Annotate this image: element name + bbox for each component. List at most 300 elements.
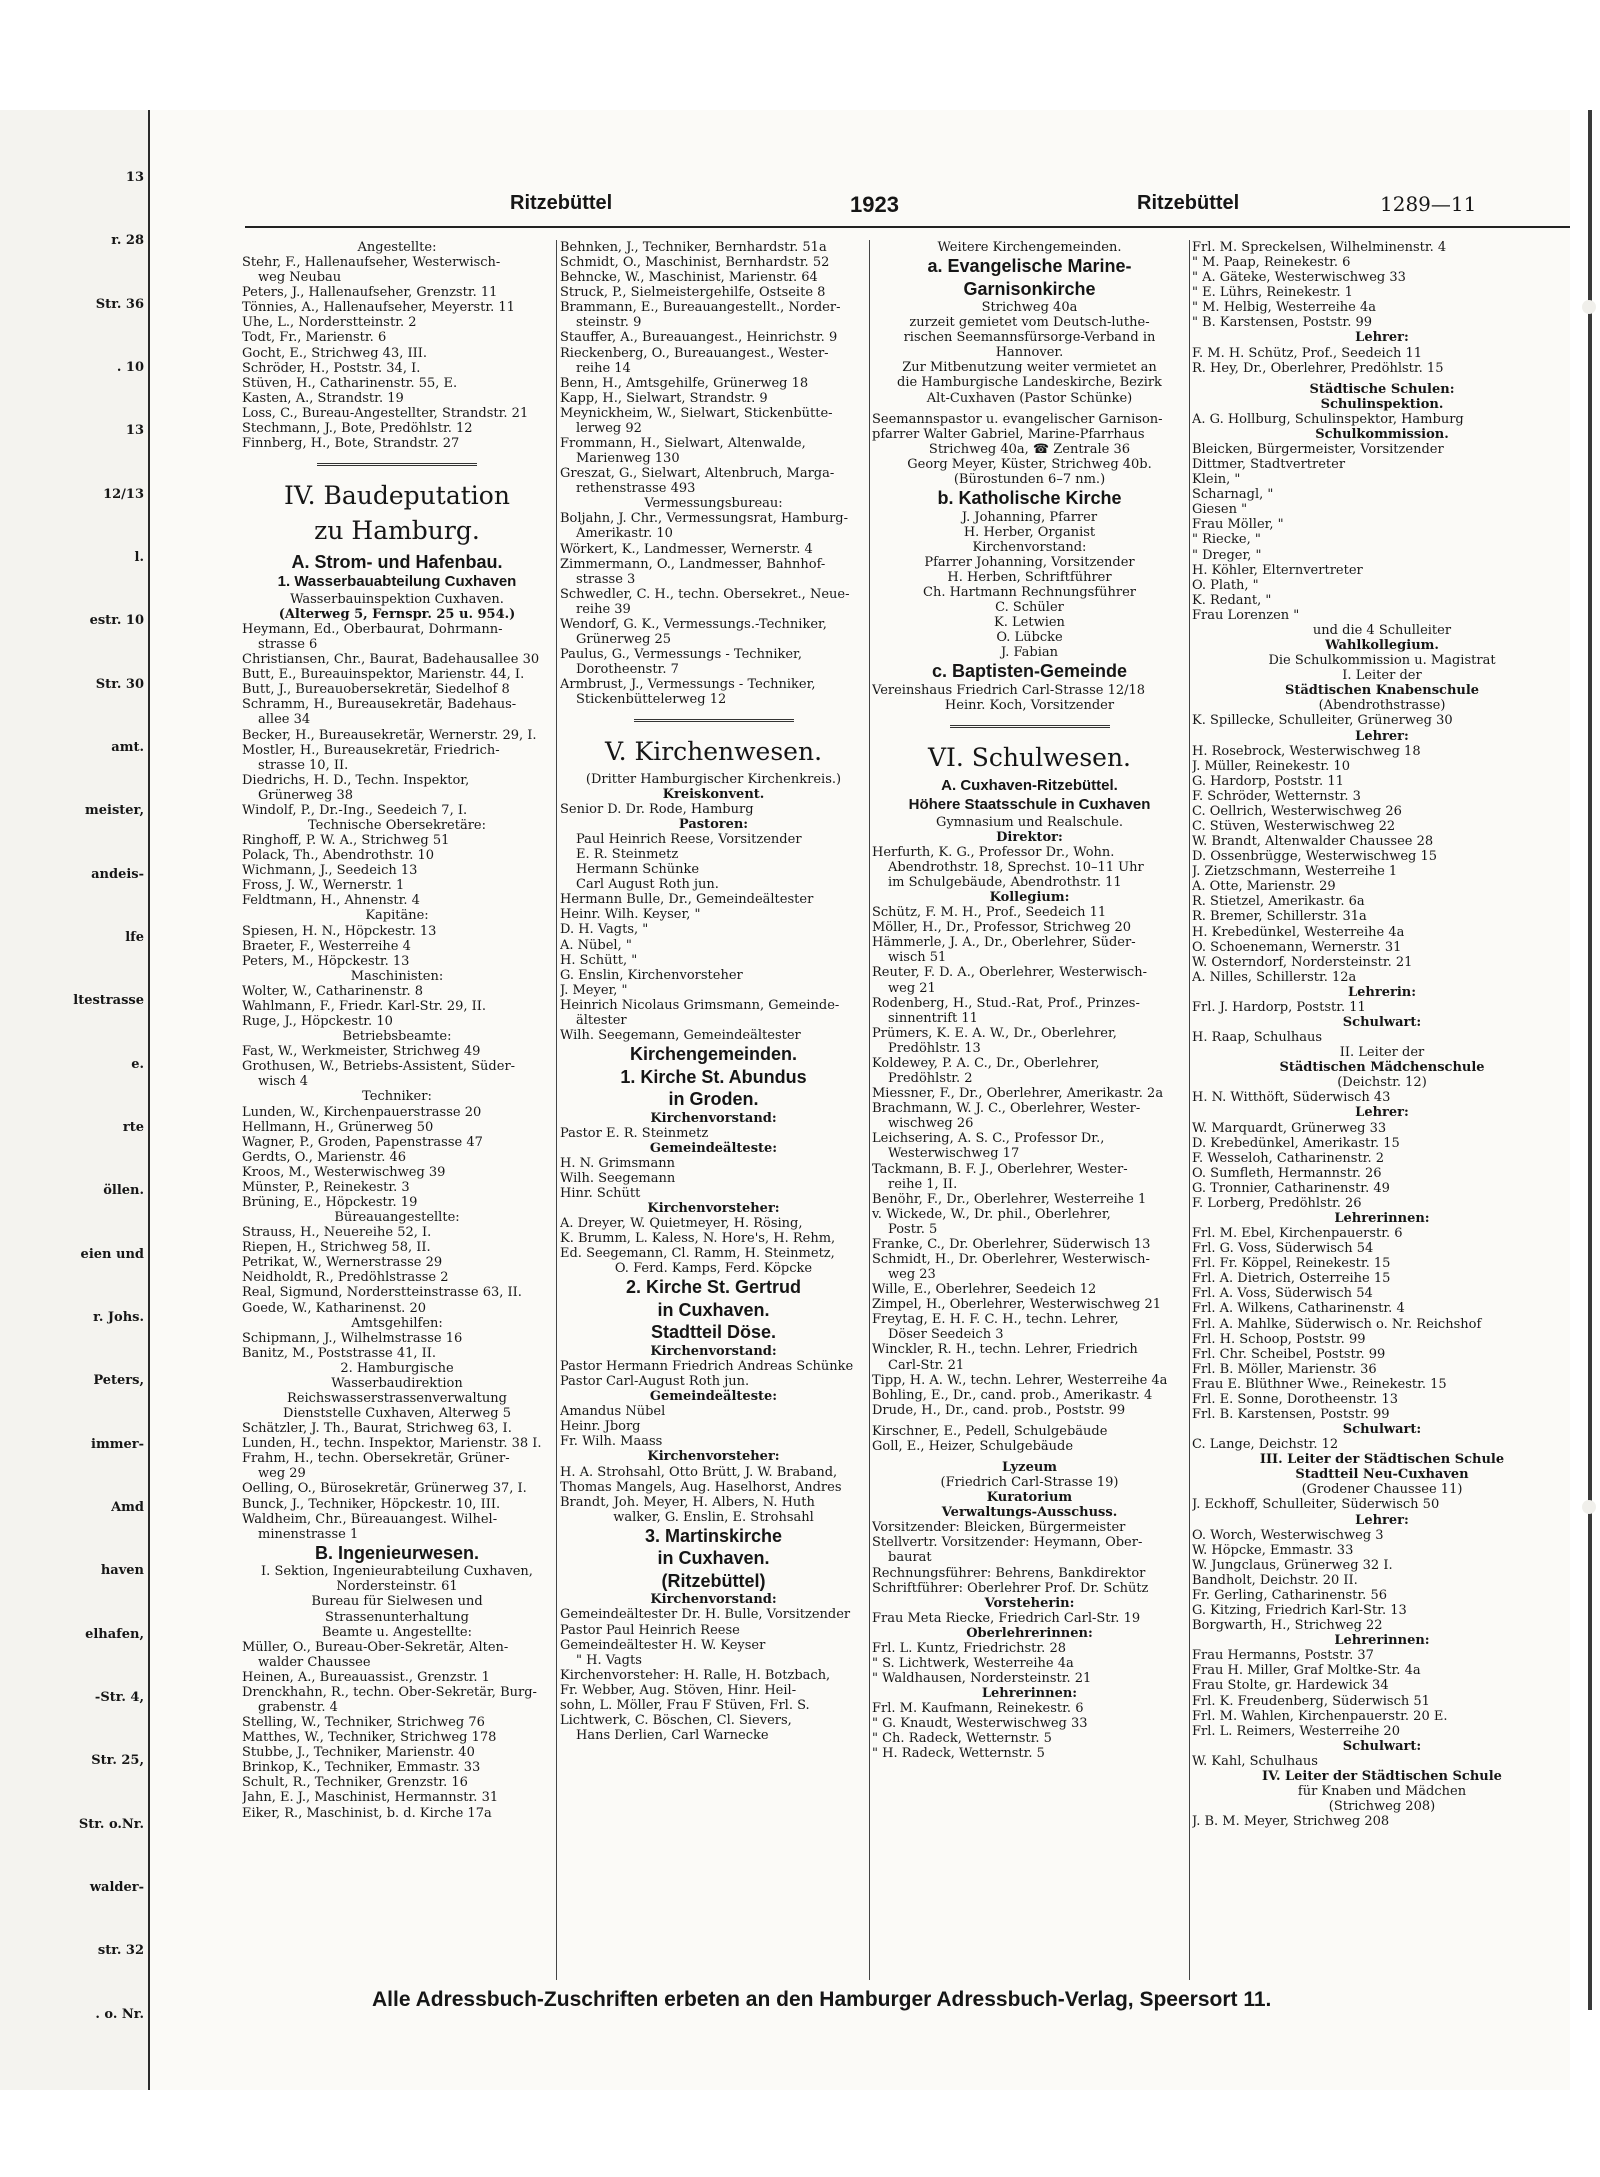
directory-entry: Fr. Wilh. Maass (560, 1434, 663, 1450)
directory-entry: F. Lorberg, Predöhlstr. 26 (1192, 1195, 1362, 1211)
directory-entry: Frau Hermanns, Poststr. 37 (1192, 1648, 1374, 1664)
directory-entry: Benöhr, F., Dr., Oberlehrer, Westerreihe 1 (872, 1191, 1147, 1207)
section-label: Strichweg 40a, ☎ Zentrale 36 (928, 441, 1131, 457)
section-rule (950, 725, 1110, 730)
section-heading: Schulinspektion. (1320, 396, 1444, 412)
directory-entry: Herfurth, K. G., Professor Dr., Wohn. (872, 844, 1115, 860)
directory-entry: Kirschner, E., Pedell, Schulgebäude (872, 1423, 1108, 1439)
directory-entry: Mostler, H., Bureausekretär, Friedrich- (242, 742, 500, 758)
section-label: Beamte u. Angestellte: (322, 1624, 472, 1640)
directory-entry: Stellvertr. Vorsitzender: Heymann, Ober- (872, 1535, 1143, 1551)
directory-entry: Peters, M., Höpckestr. 13 (242, 953, 410, 969)
entry-continuation: Marienweg 130 (576, 451, 680, 467)
previous-page-fragment: r. 28 (111, 233, 144, 249)
entry-continuation: weg 23 (888, 1267, 936, 1283)
directory-entry: " G. Knaudt, Westerwischweg 33 (872, 1716, 1088, 1732)
directory-entry: " Riecke, " (1192, 532, 1261, 548)
directory-entry: Uhe, L., Norderstteinstr. 2 (242, 315, 417, 331)
section-label: Strassenunterhaltung (325, 1609, 469, 1625)
previous-page-fragment: l. (134, 550, 144, 565)
directory-entry: R. Stietzel, Amerikastr. 6a (1192, 894, 1365, 910)
section-title: B. Ingenieurwesen. (314, 1542, 480, 1563)
directory-entry: Zimpel, H., Oberlehrer, Westerwischweg 21 (872, 1297, 1161, 1313)
section-label: zurzeit gemietet vom Deutsch-luthe- (909, 315, 1150, 331)
directory-entry: Fr. Webber, Aug. Stöven, Hinr. Heil- (560, 1682, 797, 1698)
section-label: Georg Meyer, Küster, Strichweg 40b. (907, 456, 1152, 472)
directory-entry: Vorsitzender: Bleicken, Bürgermeister (872, 1520, 1126, 1536)
directory-entry: " A. Gäteke, Westerwischweg 33 (1192, 270, 1406, 286)
directory-entry: F. Wesseloh, Catharinenstr. 2 (1192, 1150, 1384, 1166)
directory-entry: Frl. J. Hardorp, Poststr. 11 (1192, 999, 1366, 1015)
directory-entry: Dittmer, Stadtvertreter (1192, 457, 1346, 473)
section-label: Heinr. Koch, Vorsitzender (944, 697, 1115, 713)
directory-entry: G. Tronnier, Catharinenstr. 49 (1192, 1180, 1390, 1196)
directory-entry: D. Krebedünkel, Amerikastr. 15 (1192, 1135, 1400, 1151)
directory-entry: Riepen, H., Strichweg 58, II. (242, 1240, 431, 1256)
directory-entry: Struck, P., Sielmeistergehilfe, Ostseite 8 (560, 285, 826, 301)
section-heading: Lehrerin: (1347, 984, 1417, 1000)
section-label: H. Herber, Organist (963, 524, 1096, 540)
entry-continuation: Westerwischweg 17 (888, 1146, 1020, 1162)
directory-entry: Thomas Mangels, Aug. Haselhorst, Andres (560, 1479, 842, 1495)
directory-entry: Frau H. Miller, Graf Moltke-Str. 4a (1192, 1663, 1421, 1679)
directory-entry: Bleicken, Bürgermeister, Vorsitzender (1192, 442, 1444, 458)
directory-entry: Hermann Bulle, Dr., Gemeindeältester (560, 892, 814, 908)
directory-entry: Leichsering, A. S. C., Professor Dr., (872, 1131, 1105, 1147)
directory-entry: H. Raap, Schulhaus (1192, 1030, 1323, 1046)
directory-entry: Schätzler, J. Th., Baurat, Strichweg 63, I. (242, 1421, 512, 1437)
directory-entry: Bohling, E., Dr., cand. prob., Amerikastr. 4 (872, 1387, 1153, 1403)
previous-page-fragment: lfe (125, 930, 144, 945)
previous-page-fragment: öllen. (103, 1183, 144, 1199)
entry-continuation: Predöhlstr. 2 (888, 1071, 973, 1087)
previous-page-fragment: ltestrasse (73, 993, 144, 1009)
directory-entry: Lichtwerk, C. Böschen, Cl. Sievers, (560, 1713, 792, 1728)
directory-entry: Butt, J., Bureauobersekretär, Siedelhof 8 (242, 682, 510, 698)
section-label: Kirchenvorstand: (972, 539, 1087, 555)
directory-entry: Frl. B. Karstensen, Poststr. 99 (1192, 1407, 1390, 1423)
directory-entry: Stauffer, A., Bureauangest., Heinrichstr. 9 (560, 330, 838, 346)
directory-entry: A. G. Hollburg, Schulinspektor, Hamburg (1192, 411, 1464, 427)
previous-page-fragment: haven (100, 1563, 144, 1579)
previous-page-fragment: amt. (111, 740, 144, 755)
directory-entry: Ruge, J., Höpckestr. 10 (242, 1014, 393, 1030)
directory-entry: Stüven, H., Catharinenstr. 55, E. (242, 375, 458, 391)
column-4 (1192, 240, 1572, 1990)
directory-entry: G. Kitzing, Friedrich Karl-Str. 13 (1192, 1603, 1407, 1619)
directory-entry: A. Nilles, Schillerstr. 12a (1192, 969, 1357, 985)
entry-continuation: ältester (576, 1012, 627, 1028)
section-heading: Lehrerinnen: (1334, 1633, 1430, 1649)
directory-entry: Brammann, E., Bureauangestellt., Norder- (560, 300, 841, 316)
directory-entry: Armbrust, J., Vermessungs - Techniker, (560, 677, 816, 693)
section-label: I. Sektion, Ingenieurabteilung Cuxhaven, (261, 1564, 533, 1580)
directory-entry: Wolter, W., Catharinenstr. 8 (242, 983, 423, 999)
directory-entry: Frl. M. Spreckelsen, Wilhelminenstr. 4 (1192, 240, 1447, 255)
directory-entry: Heinr. Jborg (560, 1419, 641, 1435)
section-heading: Lyzeum (1001, 1459, 1058, 1475)
section-label: O. Ferd. Kamps, Ferd. Köpcke (614, 1261, 813, 1277)
chapter-title: IV. Baudeputation (284, 481, 510, 511)
directory-entry: " E. Lührs, Reinekestr. 1 (1192, 285, 1353, 301)
directory-entry: v. Wickede, W., Dr. phil., Oberlehrer, (872, 1206, 1111, 1222)
previous-page-fragment: elhafen, (85, 1626, 144, 1642)
entry-continuation: walder Chaussee (258, 1654, 371, 1670)
section-label: H. Herben, Schriftführer (947, 569, 1112, 585)
directory-entry: Zimmermann, O., Landmesser, Bahnhof- (560, 556, 826, 572)
entry-continuation: Abendrothstr. 18, Sprechst. 10–11 Uhr (888, 859, 1144, 875)
previous-page-fragment: eien und (80, 1246, 144, 1262)
directory-entry: Kroos, M., Westerwischweg 39 (242, 1164, 446, 1180)
directory-entry: Münster, P., Reinekestr. 3 (242, 1179, 410, 1195)
directory-entry: Heinen, A., Bureauassist., Grenzstr. 1 (242, 1669, 490, 1685)
directory-entry: K. Redant, " (1192, 592, 1272, 608)
section-label: J. Fabian (1001, 645, 1058, 661)
directory-entry: J. Meyer, " (560, 982, 628, 998)
directory-entry: Senior D. Dr. Rode, Hamburg (560, 801, 754, 817)
section-label: Betriebsbeamte: (342, 1029, 452, 1045)
previous-page-fragment: meister, (85, 803, 144, 819)
section-heading: III. Leiter der Städtischen Schule (1259, 1452, 1505, 1468)
running-header (240, 192, 1570, 218)
directory-entry: Stehr, F., Hallenaufseher, Westerwisch- (242, 255, 501, 271)
header-place-left: Ritzebüttel (510, 192, 613, 214)
directory-entry: Tönnies, A., Hallenaufseher, Meyerstr. 11 (242, 300, 515, 316)
previous-page-fragment: andeis- (91, 866, 144, 882)
directory-entry: Schütz, F. M. H., Prof., Seedeich 11 (872, 905, 1107, 921)
section-title: A. Strom- und Hafenbau. (291, 551, 503, 572)
directory-entry: Windolf, P., Dr.-Ing., Seedeich 7, I. (242, 802, 468, 818)
section-label: und die 4 Schulleiter (1312, 622, 1452, 638)
subsection-title: 1. Wasserbauabteilung Cuxhaven (277, 573, 517, 591)
directory-entry: Schwedler, C. H., techn. Obersekret., Neue- (560, 586, 850, 602)
entry-continuation: Hans Derlien, Carl Warnecke (576, 1728, 769, 1744)
directory-entry: Fr. Gerling, Catharinenstr. 56 (1192, 1587, 1387, 1603)
directory-entry: F. M. H. Schütz, Prof., Seedeich 11 (1192, 345, 1423, 361)
entry-continuation: Amerikastr. 10 (576, 526, 673, 542)
entry-continuation: Paul Heinrich Reese, Vorsitzender (576, 831, 802, 847)
directory-entry: Frl. M. Wahlen, Kirchenpauerstr. 20 E. (1192, 1708, 1448, 1724)
section-label: Maschinisten: (350, 968, 444, 984)
directory-entry: K. Spillecke, Schulleiter, Grünerweg 30 (1192, 713, 1453, 729)
section-heading: Gemeindeälteste: (649, 1389, 778, 1405)
section-heading: Kuratorium (986, 1490, 1073, 1506)
directory-entry: O. Plath, " (1192, 577, 1259, 593)
directory-entry: Frau Meta Riecke, Friedrich Carl-Str. 19 (872, 1610, 1141, 1626)
directory-entry: Brinkop, K., Techniker, Emmastr. 33 (242, 1760, 481, 1776)
directory-entry: D. Ossenbrügge, Westerwischweg 15 (1192, 849, 1438, 865)
section-label: (Deichstr. 12) (1337, 1075, 1427, 1091)
directory-entry: Heymann, Ed., Oberbaurat, Dohrmann- (242, 622, 503, 637)
directory-entry: Behnken, J., Techniker, Bernhardstr. 51a (560, 240, 827, 255)
entry-continuation: Postr. 5 (888, 1221, 938, 1237)
directory-entry: Schramm, H., Bureausekretär, Badehaus- (242, 697, 517, 713)
previous-page-fragment: Peters, (93, 1373, 144, 1389)
directory-entry: Frl. A. Mahlke, Süderwisch o. Nr. Reichshof (1192, 1316, 1482, 1332)
directory-entry: Koldewey, P. A. C., Dr., Oberlehrer, (872, 1055, 1100, 1071)
entry-continuation: Döser Seedeich 3 (888, 1327, 1004, 1343)
directory-entry: Frl. K. Freudenberg, Süderwisch 51 (1192, 1693, 1430, 1709)
section-title: 3. Martinskirche (644, 1525, 783, 1546)
section-label: Alt-Cuxhaven (Pastor Schünke) (926, 390, 1133, 406)
previous-page-fragment: estr. 10 (89, 613, 144, 629)
directory-entry: O. Worch, Westerwischweg 3 (1192, 1527, 1384, 1543)
directory-entry: Heinr. Wilh. Keyser, " (560, 907, 701, 923)
section-label: Dienststelle Cuxhaven, Alterweg 5 (283, 1406, 511, 1422)
directory-entry: W. Höpcke, Emmastr. 33 (1192, 1542, 1354, 1558)
section-rule (317, 463, 477, 468)
directory-entry: Oelling, O., Bürosekretär, Grünerweg 37, I. (242, 1481, 527, 1497)
directory-entry: Rieckenberg, O., Bureauangest., Wester- (560, 345, 829, 361)
previous-page-fragment: r. Johs. (93, 1310, 144, 1325)
directory-entry: Drenckhahn, R., techn. Ober-Sekretär, Burg- (242, 1684, 537, 1700)
directory-entry: Bunck, J., Techniker, Höpckestr. 10, III. (242, 1496, 501, 1512)
section-label: K. Letwien (994, 615, 1065, 631)
section-heading: Oberlehrerinnen: (966, 1625, 1093, 1641)
entry-continuation: wisch 51 (888, 950, 947, 966)
directory-entry: Behncke, W., Maschinist, Marienstr. 64 (560, 270, 818, 286)
directory-entry: J. Zietzschmann, Westerreihe 1 (1192, 864, 1398, 880)
directory-entry: Pastor E. R. Steinmetz (560, 1125, 709, 1141)
section-title: Kirchengemeinden. (629, 1044, 798, 1065)
previous-page-fragment: Str. o.Nr. (78, 1816, 144, 1832)
section-label: I. Leiter der (1342, 668, 1422, 684)
directory-entry: Pastor Paul Heinrich Reese (560, 1622, 740, 1638)
directory-entry: Boljahn, J. Chr., Vermessungsrat, Hamburg- (560, 511, 848, 527)
section-label: Nordersteinstr. 61 (336, 1579, 458, 1595)
directory-entry: A. Nübel, " (560, 937, 632, 953)
column-3 (872, 240, 1187, 1990)
section-label: Büreauangestellte: (334, 1210, 460, 1226)
directory-entry: Neidholdt, R., Predöhlstrasse 2 (242, 1270, 449, 1286)
directory-entry: A. Dreyer, W. Quietmeyer, H. Rösing, (560, 1216, 803, 1232)
previous-page-fragment: walder- (89, 1880, 144, 1895)
section-label: Die Schulkommission u. Magistrat (1268, 653, 1496, 669)
section-label: (Abendrothstrasse) (1318, 698, 1446, 714)
entry-continuation: " H. Vagts (576, 1652, 642, 1668)
directory-entry: Vereinshaus Friedrich Carl-Strasse 12/18 (872, 682, 1146, 698)
subsection-title: Höhere Staatsschule in Cuxhaven (908, 795, 1151, 813)
directory-entry: Matthes, W., Techniker, Strichweg 178 (242, 1730, 497, 1746)
directory-entry: G. Enslin, Kirchenvorsteher (560, 967, 743, 983)
directory-entry: H. Schütt, " (560, 952, 638, 968)
directory-entry: Stubbe, J., Techniker, Marienstr. 40 (242, 1745, 475, 1761)
directory-entry: Feldtmann, H., Ahnenstr. 4 (242, 893, 420, 909)
entry-continuation: steinstr. 9 (576, 315, 642, 331)
section-heading: Städtische Schulen: (1309, 381, 1455, 397)
directory-entry: Frl. L. Reimers, Westerreihe 20 (1192, 1723, 1400, 1739)
directory-entry: Frl. Fr. Köppel, Reinekestr. 15 (1192, 1256, 1391, 1272)
directory-entry: Lunden, W., Kirchenpauerstrasse 20 (242, 1104, 482, 1120)
entry-continuation: minenstrasse 1 (258, 1526, 359, 1542)
section-label: Hannover. (995, 345, 1064, 361)
entry-continuation: Hermann Schünke (576, 862, 700, 878)
section-heading: Städtischen Mädchenschule (1279, 1060, 1485, 1076)
entry-continuation: strasse 6 (258, 637, 318, 653)
entry-continuation: weg Neubau (258, 270, 342, 286)
entry-continuation: im Schulgebäude, Abendrothstr. 11 (888, 875, 1122, 891)
directory-entry: Christiansen, Chr., Baurat, Badehausallee 30 (242, 652, 540, 668)
directory-entry: Meynickheim, W., Sielwart, Stickenbütte- (560, 405, 833, 421)
section-title: (Ritzebüttel) (661, 1570, 766, 1591)
section-title: c. Baptisten-Gemeinde (931, 661, 1128, 682)
section-label: Techniker: (362, 1089, 432, 1105)
section-heading: Schulwart: (1342, 1014, 1422, 1030)
section-title: in Cuxhaven. (657, 1548, 770, 1569)
section-rule (634, 719, 794, 724)
previous-page-fragment: Str. 25, (91, 1753, 144, 1769)
entry-continuation: Carl-Str. 21 (888, 1357, 965, 1373)
section-heading: Lehrer: (1355, 1105, 1409, 1121)
directory-entry: Greszat, G., Sielwart, Altenbruch, Marga- (560, 466, 835, 482)
directory-entry: Drude, H., Dr., cand. prob., Poststr. 99 (872, 1402, 1126, 1418)
directory-entry: Frau E. Blüthner Wwe., Reinekestr. 15 (1192, 1376, 1447, 1392)
directory-entry: Stechmann, J., Bote, Predöhlstr. 12 (242, 420, 473, 436)
directory-entry: Schmidt, O., Maschinist, Bernhardstr. 52 (560, 255, 830, 271)
entry-continuation: reihe 1, II. (888, 1176, 958, 1192)
directory-entry: Rechnungsführer: Behrens, Bankdirektor (872, 1565, 1146, 1581)
section-title: Garnisonkirche (963, 278, 1096, 299)
section-heading: Kollegium: (989, 890, 1070, 906)
directory-entry: Todt, Fr., Marienstr. 6 (242, 330, 387, 346)
directory-entry: Strauss, H., Neuereihe 52, I. (242, 1225, 432, 1241)
previous-page-fragment: 13 (125, 423, 144, 439)
section-label: Kapitäne: (365, 908, 429, 924)
entry-continuation: rethenstrasse 493 (576, 481, 696, 497)
directory-entry: Diedrichs, H. D., Techn. Inspektor, (242, 772, 470, 788)
directory-entry: Pastor Hermann Friedrich Andreas Schünke (560, 1359, 854, 1375)
previous-page-fragment: 13 (125, 170, 144, 185)
section-label: (Dritter Hamburgischer Kirchenkreis.) (585, 771, 842, 787)
directory-entry: Frl. A. Voss, Süderwisch 54 (1192, 1286, 1373, 1302)
directory-entry: Frl. E. Sonne, Dorotheenstr. 13 (1192, 1391, 1398, 1407)
section-heading: (Alterweg 5, Fernspr. 25 u. 954.) (278, 606, 516, 622)
section-label: J. Johanning, Pfarrer (961, 509, 1098, 525)
binding-hole (1582, 1500, 1596, 1514)
section-label: II. Leiter der (1339, 1045, 1425, 1061)
directory-entry: Becker, H., Bureausekretär, Wernerstr. 29, I. (242, 727, 537, 743)
directory-entry: Möller, H., Dr., Professor, Strichweg 20 (872, 920, 1132, 936)
directory-entry: Miessner, F., Dr., Oberlehrer, Amerikastr. 2a (872, 1086, 1164, 1102)
section-heading: Kirchenvorsteher: (647, 1449, 780, 1465)
directory-entry: Frl. M. Ebel, Kirchenpauerstr. 6 (1192, 1226, 1403, 1242)
directory-entry: Petrikat, W., Wernerstrasse 29 (242, 1255, 443, 1271)
directory-entry: Wahlmann, F., Friedr. Karl-Str. 29, II. (242, 998, 487, 1014)
previous-page-fragment: rte (122, 1120, 144, 1135)
section-heading: Wahlkollegium. (1325, 638, 1439, 654)
directory-entry: Frl. Chr. Scheibel, Poststr. 99 (1192, 1346, 1386, 1362)
section-label: (Bürostunden 6–7 nm.) (953, 471, 1106, 487)
directory-entry: W. Marquardt, Grünerweg 33 (1192, 1120, 1387, 1136)
directory-entry: Paulus, G., Vermessungs - Techniker, (560, 647, 802, 663)
directory-entry: Frau Lorenzen " (1192, 607, 1300, 623)
directory-entry: Reuter, F. D. A., Oberlehrer, Westerwisch- (872, 965, 1147, 981)
entry-continuation: wisch 4 (258, 1074, 309, 1090)
entry-continuation: Grünerweg 25 (576, 632, 672, 648)
directory-entry: Finnberg, H., Bote, Strandstr. 27 (242, 436, 460, 452)
page-number: 1289—11 (1380, 192, 1477, 216)
section-label: Gymnasium und Realschule. (935, 814, 1124, 830)
previous-page-fragment: Str. 30 (95, 676, 144, 692)
previous-page-fragment: 12/13 (103, 486, 144, 502)
directory-entry: G. Hardorp, Poststr. 11 (1192, 773, 1344, 789)
column-divider (556, 240, 557, 1980)
section-title: a. Evangelische Marine- (927, 256, 1132, 277)
section-heading: Lehrerinnen: (1334, 1211, 1430, 1226)
directory-entry: C. Oellrich, Westerwischweg 26 (1192, 803, 1402, 819)
section-label: Ch. Hartmann Rechnungsführer (923, 584, 1136, 600)
section-heading: Kirchenvorstand: (650, 1592, 777, 1608)
directory-entry: Stelling, W., Techniker, Strichweg 76 (242, 1715, 485, 1731)
directory-entry: Eiker, R., Maschinist, b. d. Kirche 17a (242, 1805, 492, 1821)
section-heading: Pastoren: (678, 816, 749, 832)
directory-entry: Goede, W., Katharinenst. 20 (242, 1300, 426, 1316)
directory-entry: Pastor Carl-August Roth jun. (560, 1374, 750, 1390)
section-heading: Städtischen Knabenschule (1284, 683, 1480, 699)
directory-entry: sohn, L. Möller, Frau F Stüven, Frl. S. (560, 1697, 810, 1713)
directory-entry: Fast, W., Werkmeister, Strichweg 49 (242, 1044, 481, 1060)
directory-entry: Giesen " (1192, 502, 1248, 518)
section-title: 2. Kirche St. Gertrud (625, 1277, 802, 1298)
directory-entry: Jahn, E. J., Maschinist, Hermannstr. 31 (242, 1790, 499, 1806)
directory-entry: Schult, R., Techniker, Grenzstr. 16 (242, 1775, 468, 1791)
directory-entry: Gocht, E., Strichweg 43, III. (242, 345, 428, 361)
section-label: (Strichweg 208) (1328, 1799, 1436, 1815)
directory-entry: Schriftführer: Oberlehrer Prof. Dr. Schütz (872, 1580, 1149, 1596)
directory-entry: Wendorf, G. K., Vermessungs.-Techniker, (560, 616, 827, 632)
entry-continuation: sinnentrift 11 (888, 1010, 978, 1026)
section-heading: Vorsteherin: (984, 1595, 1075, 1611)
directory-entry: Rodenberg, H., Stud.-Rat, Prof., Prinzes- (872, 995, 1140, 1011)
entry-continuation: Dorotheenstr. 7 (576, 662, 679, 678)
previous-page-fragment: Str. 36 (95, 296, 144, 312)
header-place-right: Ritzebüttel (1137, 192, 1240, 214)
directory-entry: Wörkert, K., Landmesser, Wernerstr. 4 (560, 541, 813, 557)
section-label: für Knaben und Mädchen (1297, 1783, 1467, 1799)
directory-entry: Frl. M. Kaufmann, Reinekestr. 6 (872, 1701, 1084, 1717)
directory-entry: H. N. Grimsmann (560, 1155, 675, 1171)
directory-entry: " H. Radeck, Wetternstr. 5 (872, 1746, 1045, 1762)
entry-continuation: weg 21 (888, 980, 936, 996)
directory-entry: H. A. Strohsahl, Otto Brütt, J. W. Braband, (560, 1464, 838, 1480)
directory-entry: Frl. A. Dietrich, Osterreihe 15 (1192, 1271, 1391, 1287)
directory-entry: O. Sumfleth, Hermannstr. 26 (1192, 1165, 1382, 1181)
column-divider (1189, 240, 1190, 1980)
section-label: rischen Seemannsfürsorge-Verband in (903, 330, 1156, 346)
directory-entry: Hinr. Schütt (560, 1185, 641, 1201)
directory-entry: Frl. A. Wilkens, Catharinenstr. 4 (1192, 1301, 1405, 1317)
directory-entry: Frau Möller, " (1192, 517, 1284, 533)
chapter-title: V. Kirchenwesen. (604, 737, 823, 767)
directory-entry: W. Kahl, Schulhaus (1192, 1753, 1318, 1769)
directory-entry: Wilh. Seegemann (560, 1170, 676, 1186)
directory-entry: Real, Sigmund, Norderstteinstrasse 63, II. (242, 1285, 522, 1301)
directory-entry: H. Köhler, Elternvertreter (1192, 562, 1363, 578)
section-heading: Stadtteil Neu-Cuxhaven (1295, 1467, 1469, 1483)
directory-entry: pfarrer Walter Gabriel, Marine-Pfarrhaus (872, 426, 1145, 442)
directory-entry: Brüning, E., Höpckestr. 19 (242, 1194, 418, 1210)
entry-continuation: reihe 14 (576, 360, 631, 376)
directory-entry: Tackmann, B. F. J., Oberlehrer, Wester- (872, 1161, 1128, 1177)
section-label: O. Lübcke (996, 630, 1063, 646)
directory-entry: J. B. M. Meyer, Strichweg 208 (1192, 1814, 1390, 1830)
previous-page-fragment: -Str. 4, (94, 1690, 144, 1705)
directory-entry: Fross, J. W., Wernerstr. 1 (242, 878, 405, 894)
section-heading: Schulkommission. (1315, 426, 1449, 442)
directory-entry: Wichmann, J., Seedeich 13 (242, 863, 418, 879)
section-heading: Schulwart: (1342, 1738, 1422, 1754)
directory-entry: " M. Paap, Reinekestr. 6 (1192, 255, 1351, 271)
